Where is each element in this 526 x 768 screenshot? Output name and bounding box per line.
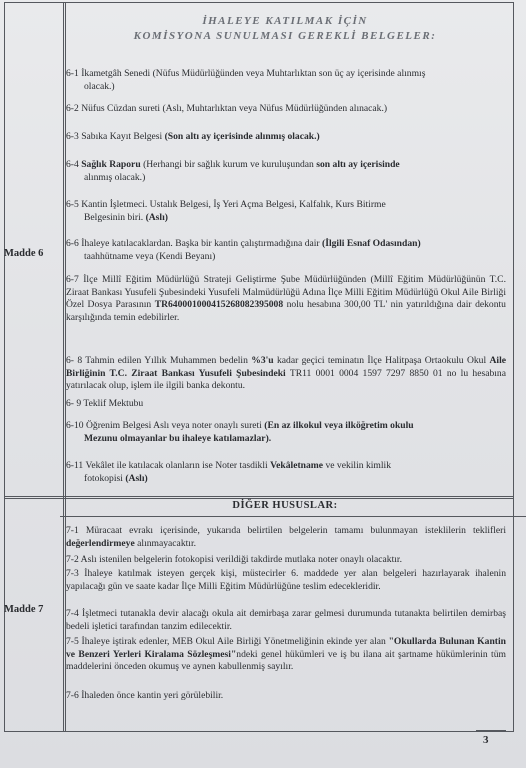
item-text-cont: taahhütname veya (Kendi Beyanı) xyxy=(84,250,216,262)
page-number-rule xyxy=(476,730,506,732)
item-text: İkametgâh Senedi (Nüfus Müdürlüğünden veya Muhtarlıktan son üç ay içerisinde alınmış xyxy=(81,68,426,79)
item-emphasis-2: son altı ay içerisinde xyxy=(316,159,400,170)
item-6-2 xyxy=(66,103,506,116)
page-number: 3 xyxy=(483,734,489,746)
other-matters-title: DİĞER HUSUSLAR: xyxy=(232,500,338,511)
item-6-3 xyxy=(66,131,506,144)
item-6-6 xyxy=(66,238,506,263)
item-number: 7-4 xyxy=(66,608,79,619)
item-emphasis-2: Aile Birliğinin T.C. Ziraat Bankası Yusufeli Şubesindeki xyxy=(66,355,507,379)
item-7-2 xyxy=(66,554,506,567)
item-6-11 xyxy=(66,460,506,485)
item-text-b: alınmayacaktır. xyxy=(137,537,197,549)
item-number: 6-6 xyxy=(66,238,79,249)
item-emphasis: %3'u xyxy=(251,355,274,366)
item-7-3 xyxy=(66,568,506,593)
item-number: 7-6 xyxy=(66,690,79,701)
item-number: 7-1 xyxy=(66,525,79,536)
item-number: 6-10 xyxy=(66,420,84,431)
item-emphasis: TR640001000415268082395008 xyxy=(154,299,284,310)
item-emphasis: Vekâletname xyxy=(270,460,324,471)
item-text: İşletmeci tutanakla devir alacağı okula ait demirbaşa zarar gelmesi durumunda tutanakta belirtilen demirbaş bedeli işletici tarafından tanzim edilecektir. xyxy=(66,608,506,632)
item-number: 6-3 xyxy=(66,131,79,142)
item-6-8 xyxy=(66,355,506,393)
item-text: İhaleye iştirak edenler, MEB Okul Aile Birliği Yönetmeliğinin ekinde yer alan xyxy=(81,636,386,647)
item-text: İhaleye katılmak isteyen gerçek kişi, müstecirler 6. maddede yer alan belgeleri hazırlayarak ihalenin yapılacağı gün ve saate kadar İlçe Milli Eğitim Müdürlüğüne teslim edecekleridir. xyxy=(66,568,506,592)
item-text: Müracaat evrakı içerisinde, yukarıda belirtilen belgelerin tamamı bulunmayan isteklilerin teklifleri xyxy=(85,525,507,536)
item-emphasis-2: (Aslı) xyxy=(125,472,148,484)
item-text: Kantin İşletmeci. Ustalık Belgesi, İş Yeri Açma Belgesi, Kalfalık, Kurs Bitirme xyxy=(81,199,386,210)
item-text: (Herhangi bir sağlık kurum ve kuruluşundan xyxy=(143,159,314,170)
other-matters-rule xyxy=(60,516,526,517)
item-text-b: nolu hesabına 300,00 TL' nin yatırıldığına dair dekontu karşılığında temin edebilirler. xyxy=(66,299,506,323)
item-text-cont: olacak.) xyxy=(84,80,115,92)
item-7-1 xyxy=(66,525,506,550)
section-title-line2: KOMİSYONA SUNULMASI GEREKLİ BELGELER: xyxy=(133,30,437,42)
item-6-10 xyxy=(66,420,506,445)
item-emphasis: (Aslı) xyxy=(145,211,168,223)
item-text: Tahmin edilen Yıllık Muhammen bedelin xyxy=(85,355,248,366)
item-text-b: ndeki genel hükümleri ve iş bu ilana ait şartname hükümlerinin tüm maddelerini önceden okumuş ve aynen kabullenmiş sayılır. xyxy=(66,648,506,672)
item-number: 6-2 xyxy=(66,103,79,114)
item-number: 6-7 xyxy=(66,274,79,285)
section-title-line1: İHALEYE KATILMAK İÇİN xyxy=(202,15,368,27)
row-divider xyxy=(5,496,513,499)
item-text-c: TR11 0001 0004 1597 7297 8850 01 no lu hesabına yatırılacak olup, işlem ile ilgili banka dekontu. xyxy=(66,367,506,391)
item-number: 7-2 xyxy=(66,554,79,565)
item-text-b: ve vekilin kimlik xyxy=(325,460,392,471)
item-number: 7-3 xyxy=(66,568,79,579)
item-6-4 xyxy=(66,159,506,184)
item-7-4 xyxy=(66,608,506,633)
item-7-6 xyxy=(66,690,506,703)
item-number: 6-5 xyxy=(66,199,79,210)
item-6-5 xyxy=(66,199,506,224)
item-emphasis: "Okullarda Bulunan Kantin ve Benzeri Yerleri Kiralama Sözleşmesi" xyxy=(66,636,506,660)
item-6-1 xyxy=(66,68,506,93)
item-text: Sabıka Kayıt Belgesi xyxy=(81,131,163,142)
item-6-9 xyxy=(66,398,506,411)
item-number: 6- 8 xyxy=(66,355,83,366)
item-emphasis: değerlendirmeye xyxy=(66,537,135,549)
item-emphasis: (İlgili Esnaf Odasından) xyxy=(322,238,421,249)
item-text-cont: alınmış olacak.) xyxy=(84,171,146,183)
item-number: 6- 9 xyxy=(66,398,82,409)
item-text: Nüfus Cüzdan sureti (Aslı, Muhtarlıktan veya Nüfus Müdürlüğünden alınacak.) xyxy=(81,103,388,114)
item-number: 7-5 xyxy=(66,636,79,647)
item-text-c: fotokopisi xyxy=(84,472,123,484)
item-emphasis: Sağlık Raporu xyxy=(81,159,141,170)
item-text: Öğrenim Belgesi Aslı veya noter onaylı sureti xyxy=(86,420,262,431)
item-text-b: Belgesinin biri. xyxy=(84,211,144,223)
item-emphasis: (Son altı ay içerisinde alınmış olacak.) xyxy=(164,131,320,142)
item-number: 6-1 xyxy=(66,68,79,79)
item-emphasis-2: Mezunu olmayanlar bu ihaleye katılamazlar). xyxy=(84,432,272,444)
item-emphasis: (En az ilkokul veya ilköğretim okulu xyxy=(264,420,414,431)
item-6-7 xyxy=(66,274,506,324)
item-text: İhaleden önce kantin yeri görülebilir. xyxy=(81,690,224,701)
item-text: Teklif Mektubu xyxy=(83,398,144,409)
madde7-label: Madde 7 xyxy=(4,604,44,615)
item-text: İlçe Millî Eğitim Müdürlüğü Strateji Geliştirme Şube Müdürlüğünden (Millî Eğitim Müdürlüğünün T.C. Ziraat Bankası Yusufeli Şubesindeki Yusufeli Malmüdürlüğü Adına İlçe Milli Eğitim Müdürlüğü Okul Aile Birliği Özel Dosya Parasının xyxy=(66,274,506,310)
item-7-5 xyxy=(66,636,506,674)
item-text: Aslı istenilen belgelerin fotokopisi verildiği takdirde mutlaka noter onaylı olacaktır. xyxy=(80,554,402,565)
item-text: İhaleye katılacaklardan. Başka bir kantin çalıştırmadığına dair xyxy=(81,238,320,249)
madde6-label: Madde 6 xyxy=(4,248,44,259)
item-text-b: kadar geçici teminatın İlçe Halitpaşa Ortaokulu Okul xyxy=(276,355,487,366)
item-number: 6-4 xyxy=(66,159,79,170)
item-number: 6-11 xyxy=(66,460,84,471)
item-text-cont xyxy=(66,212,506,225)
item-text: Vekâlet ile katılacak olanların ise Noter tasdikli xyxy=(85,460,268,471)
